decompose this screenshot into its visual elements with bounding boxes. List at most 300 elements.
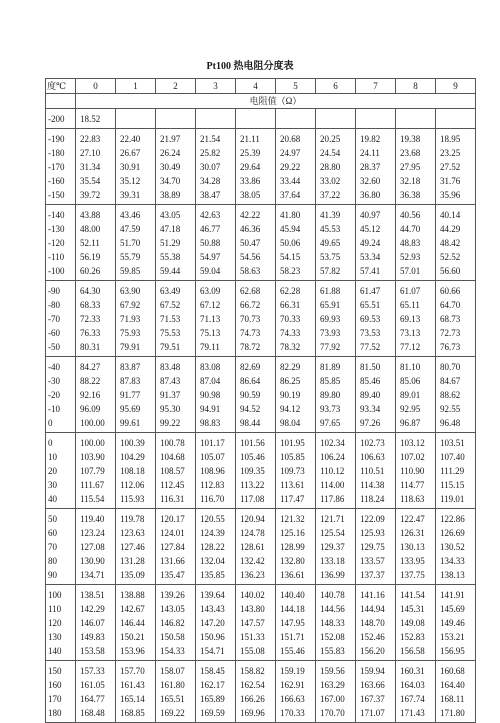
column-header: 7 — [356, 79, 396, 94]
resistance-cell: 115.93 — [116, 492, 156, 509]
degree-cell: -180 — [46, 146, 76, 160]
resistance-cell: 35.96 — [436, 188, 476, 205]
resistance-cell: 170.70 — [316, 706, 356, 723]
resistance-cell: 154.33 — [156, 644, 196, 661]
resistance-cell: 156.58 — [396, 644, 436, 661]
resistance-cell: 117.08 — [236, 492, 276, 509]
resistance-cell: 102.34 — [316, 433, 356, 451]
resistance-cell: 138.88 — [116, 585, 156, 603]
resistance-cell: 78.32 — [276, 340, 316, 357]
resistance-cell: 32.18 — [396, 174, 436, 188]
resistance-cell: 129.75 — [356, 540, 396, 554]
table-row — [46, 706, 476, 723]
resistance-cell: 106.63 — [356, 450, 396, 464]
resistance-cell: 40.97 — [356, 205, 396, 223]
degree-cell: 180 — [46, 706, 76, 723]
resistance-cell: 163.66 — [356, 678, 396, 692]
resistance-cell — [116, 109, 156, 129]
table-row — [46, 312, 476, 326]
resistance-cell: 71.53 — [156, 312, 196, 326]
resistance-cell: 161.80 — [156, 678, 196, 692]
resistance-cell: 73.53 — [356, 326, 396, 340]
resistance-cell: 44.70 — [396, 222, 436, 236]
table-row — [46, 464, 476, 478]
degree-cell: 100 — [46, 585, 76, 603]
table-row — [46, 222, 476, 236]
resistance-cell: 120.94 — [236, 509, 276, 527]
resistance-cell: 67.92 — [116, 298, 156, 312]
resistance-cell: 37.22 — [316, 188, 356, 205]
resistance-table — [45, 78, 476, 723]
degree-cell: 60 — [46, 526, 76, 540]
resistance-cell: 122.47 — [396, 509, 436, 527]
resistance-cell: 107.79 — [76, 464, 116, 478]
resistance-cell: 75.13 — [196, 326, 236, 340]
resistance-cell: 153.96 — [116, 644, 156, 661]
degree-cell: -130 — [46, 222, 76, 236]
resistance-cell: 159.94 — [356, 661, 396, 679]
resistance-cell: 69.13 — [396, 312, 436, 326]
resistance-cell: 116.70 — [196, 492, 236, 509]
resistance-cell: 97.26 — [356, 416, 396, 433]
resistance-cell: 95.69 — [116, 402, 156, 416]
resistance-cell: 54.97 — [196, 250, 236, 264]
resistance-cell: 38.05 — [236, 188, 276, 205]
resistance-cell: 127.84 — [156, 540, 196, 554]
resistance-cell: 39.72 — [76, 188, 116, 205]
degree-cell: 0 — [46, 416, 76, 433]
resistance-cell: 167.37 — [356, 692, 396, 706]
unit-label: 电阻值（Ω） — [76, 94, 476, 109]
resistance-cell: 149.83 — [76, 630, 116, 644]
resistance-cell: 65.11 — [396, 298, 436, 312]
resistance-cell: 106.24 — [316, 450, 356, 464]
resistance-cell: 119.78 — [116, 509, 156, 527]
degree-cell: -80 — [46, 298, 76, 312]
resistance-cell: 56.60 — [436, 264, 476, 281]
degree-cell: -60 — [46, 326, 76, 340]
table-row — [46, 374, 476, 388]
resistance-cell: 80.31 — [76, 340, 116, 357]
resistance-cell: 52.52 — [436, 250, 476, 264]
resistance-cell: 62.28 — [276, 281, 316, 299]
column-header: 4 — [236, 79, 276, 94]
resistance-cell: 143.05 — [156, 602, 196, 616]
resistance-cell: 51.29 — [156, 236, 196, 250]
resistance-cell: 48.42 — [436, 236, 476, 250]
resistance-cell: 83.87 — [116, 357, 156, 375]
table-row — [46, 160, 476, 174]
resistance-cell: 47.59 — [116, 222, 156, 236]
resistance-cell: 48.83 — [396, 236, 436, 250]
resistance-cell: 112.45 — [156, 478, 196, 492]
resistance-cell: 42.22 — [236, 205, 276, 223]
resistance-cell: 58.23 — [276, 264, 316, 281]
resistance-cell: 107.40 — [436, 450, 476, 464]
resistance-cell: 144.56 — [316, 602, 356, 616]
resistance-cell: 96.87 — [396, 416, 436, 433]
resistance-cell: 138.51 — [76, 585, 116, 603]
resistance-cell: 142.67 — [116, 602, 156, 616]
table-row — [46, 402, 476, 416]
resistance-cell: 144.18 — [276, 602, 316, 616]
degree-cell: -120 — [46, 236, 76, 250]
resistance-cell: 27.95 — [396, 160, 436, 174]
resistance-cell: 63.09 — [196, 281, 236, 299]
resistance-cell: 161.43 — [116, 678, 156, 692]
resistance-cell: 123.24 — [76, 526, 116, 540]
row-group — [46, 281, 476, 357]
resistance-cell: 149.46 — [436, 616, 476, 630]
resistance-cell: 151.33 — [236, 630, 276, 644]
resistance-cell — [316, 109, 356, 129]
resistance-cell: 164.40 — [436, 678, 476, 692]
row-group — [46, 109, 476, 129]
resistance-cell: 108.18 — [116, 464, 156, 478]
resistance-cell: 127.08 — [76, 540, 116, 554]
resistance-cell: 101.95 — [276, 433, 316, 451]
resistance-cell: 22.40 — [116, 129, 156, 147]
resistance-cell: 26.67 — [116, 146, 156, 160]
resistance-cell: 19.82 — [356, 129, 396, 147]
resistance-cell: 140.78 — [316, 585, 356, 603]
resistance-cell: 108.57 — [156, 464, 196, 478]
table-row — [46, 129, 476, 147]
resistance-cell: 99.61 — [116, 416, 156, 433]
resistance-cell: 20.68 — [276, 129, 316, 147]
table-row — [46, 146, 476, 160]
table-row — [46, 554, 476, 568]
resistance-cell: 27.10 — [76, 146, 116, 160]
resistance-cell: 93.73 — [316, 402, 356, 416]
resistance-cell: 91.37 — [156, 388, 196, 402]
resistance-cell: 117.86 — [316, 492, 356, 509]
resistance-cell: 30.91 — [116, 160, 156, 174]
resistance-cell: 45.94 — [276, 222, 316, 236]
resistance-cell: 59.04 — [196, 264, 236, 281]
resistance-cell: 135.85 — [196, 568, 236, 585]
resistance-cell: 147.95 — [276, 616, 316, 630]
resistance-cell: 79.51 — [156, 340, 196, 357]
table-row — [46, 509, 476, 527]
resistance-cell: 158.07 — [156, 661, 196, 679]
resistance-cell: 168.11 — [436, 692, 476, 706]
resistance-cell: 73.13 — [396, 326, 436, 340]
row-group — [46, 585, 476, 661]
resistance-cell: 62.68 — [236, 281, 276, 299]
table-row — [46, 630, 476, 644]
resistance-cell: 144.94 — [356, 602, 396, 616]
resistance-cell: 140.02 — [236, 585, 276, 603]
resistance-cell: 116.31 — [156, 492, 196, 509]
resistance-cell: 82.29 — [276, 357, 316, 375]
resistance-cell: 38.89 — [156, 188, 196, 205]
resistance-cell: 34.70 — [156, 174, 196, 188]
resistance-cell: 126.31 — [396, 526, 436, 540]
column-header: 5 — [276, 79, 316, 94]
row-group — [46, 205, 476, 281]
resistance-cell: 169.22 — [156, 706, 196, 723]
resistance-cell: 156.95 — [436, 644, 476, 661]
row-group — [46, 129, 476, 205]
resistance-cell: 43.88 — [76, 205, 116, 223]
table-row — [46, 678, 476, 692]
column-header: 3 — [196, 79, 236, 94]
resistance-cell: 124.39 — [196, 526, 236, 540]
resistance-cell: 101.56 — [236, 433, 276, 451]
table-row — [46, 388, 476, 402]
resistance-cell: 139.26 — [156, 585, 196, 603]
resistance-cell: 100.00 — [76, 433, 116, 451]
resistance-cell: 130.52 — [436, 540, 476, 554]
resistance-cell: 171.43 — [396, 706, 436, 723]
resistance-cell: 163.29 — [316, 678, 356, 692]
resistance-cell: 28.80 — [316, 160, 356, 174]
resistance-cell: 119.01 — [436, 492, 476, 509]
resistance-cell: 134.71 — [76, 568, 116, 585]
resistance-cell: 140.40 — [276, 585, 316, 603]
resistance-cell: 118.24 — [356, 492, 396, 509]
resistance-cell: 162.54 — [236, 678, 276, 692]
resistance-cell: 64.30 — [76, 281, 116, 299]
resistance-cell: 69.53 — [356, 312, 396, 326]
resistance-cell: 67.12 — [196, 298, 236, 312]
resistance-cell: 136.99 — [316, 568, 356, 585]
resistance-cell: 47.18 — [156, 222, 196, 236]
resistance-cell: 77.52 — [356, 340, 396, 357]
resistance-cell: 19.38 — [396, 129, 436, 147]
resistance-cell: 133.57 — [356, 554, 396, 568]
resistance-cell: 87.43 — [156, 374, 196, 388]
resistance-cell: 80.70 — [436, 357, 476, 375]
resistance-cell: 104.29 — [116, 450, 156, 464]
table-row — [46, 692, 476, 706]
resistance-cell: 152.08 — [316, 630, 356, 644]
resistance-cell: 28.37 — [356, 160, 396, 174]
resistance-cell: 160.68 — [436, 661, 476, 679]
resistance-cell: 53.75 — [316, 250, 356, 264]
resistance-cell: 65.91 — [316, 298, 356, 312]
resistance-cell: 110.51 — [356, 464, 396, 478]
resistance-cell: 68.73 — [436, 312, 476, 326]
degree-cell: -70 — [46, 312, 76, 326]
resistance-cell: 82.69 — [236, 357, 276, 375]
resistance-cell: 50.88 — [196, 236, 236, 250]
resistance-cell: 168.48 — [76, 706, 116, 723]
resistance-cell: 111.67 — [76, 478, 116, 492]
resistance-cell: 137.75 — [396, 568, 436, 585]
resistance-cell: 135.09 — [116, 568, 156, 585]
resistance-cell: 22.83 — [76, 129, 116, 147]
degree-cell: -40 — [46, 357, 76, 375]
resistance-cell: 52.11 — [76, 236, 116, 250]
resistance-cell: 63.49 — [156, 281, 196, 299]
resistance-cell: 113.22 — [236, 478, 276, 492]
resistance-cell: 98.44 — [236, 416, 276, 433]
resistance-cell: 65.51 — [356, 298, 396, 312]
resistance-cell: 72.33 — [76, 312, 116, 326]
resistance-cell: 94.12 — [276, 402, 316, 416]
resistance-cell: 112.06 — [116, 478, 156, 492]
resistance-cell: 41.80 — [276, 205, 316, 223]
resistance-cell: 125.16 — [276, 526, 316, 540]
resistance-cell: 60.26 — [76, 264, 116, 281]
resistance-cell: 33.44 — [276, 174, 316, 188]
resistance-cell: 137.37 — [356, 568, 396, 585]
resistance-cell: 84.67 — [436, 374, 476, 388]
column-header: 2 — [156, 79, 196, 94]
degree-cell: 170 — [46, 692, 76, 706]
resistance-cell: 33.86 — [236, 174, 276, 188]
resistance-cell: 128.99 — [276, 540, 316, 554]
resistance-cell: 61.88 — [316, 281, 356, 299]
resistance-cell — [436, 109, 476, 129]
degree-cell: 120 — [46, 616, 76, 630]
resistance-cell: 155.83 — [316, 644, 356, 661]
resistance-cell — [396, 109, 436, 129]
table-row — [46, 174, 476, 188]
resistance-cell: 81.89 — [316, 357, 356, 375]
resistance-cell: 97.65 — [316, 416, 356, 433]
degree-cell: -140 — [46, 205, 76, 223]
resistance-cell: 152.83 — [396, 630, 436, 644]
resistance-cell: 124.01 — [156, 526, 196, 540]
resistance-cell: 69.93 — [316, 312, 356, 326]
degree-cell: -90 — [46, 281, 76, 299]
resistance-cell: 161.05 — [76, 678, 116, 692]
table-row — [46, 340, 476, 357]
resistance-cell: 109.73 — [276, 464, 316, 478]
resistance-cell — [276, 109, 316, 129]
resistance-cell: 107.02 — [396, 450, 436, 464]
resistance-cell: 168.85 — [116, 706, 156, 723]
resistance-cell: 90.19 — [276, 388, 316, 402]
resistance-cell: 146.82 — [156, 616, 196, 630]
resistance-cell: 24.11 — [356, 146, 396, 160]
resistance-cell: 150.21 — [116, 630, 156, 644]
resistance-cell: 89.01 — [396, 388, 436, 402]
resistance-cell: 127.46 — [116, 540, 156, 554]
degree-cell: 130 — [46, 630, 76, 644]
resistance-cell: 132.04 — [196, 554, 236, 568]
resistance-cell: 77.92 — [316, 340, 356, 357]
table-row — [46, 357, 476, 375]
resistance-cell: 73.93 — [316, 326, 356, 340]
resistance-cell: 46.36 — [236, 222, 276, 236]
resistance-cell: 41.39 — [316, 205, 356, 223]
resistance-cell: 76.33 — [76, 326, 116, 340]
resistance-cell: 139.64 — [196, 585, 236, 603]
resistance-cell: 92.95 — [396, 402, 436, 416]
degree-cell: 40 — [46, 492, 76, 509]
degree-cell: -100 — [46, 264, 76, 281]
resistance-cell: 162.17 — [196, 678, 236, 692]
resistance-cell: 71.93 — [116, 312, 156, 326]
table-row — [46, 109, 476, 129]
degree-cell: 80 — [46, 554, 76, 568]
resistance-cell: 32.60 — [356, 174, 396, 188]
resistance-cell: 40.14 — [436, 205, 476, 223]
table-row — [46, 188, 476, 205]
resistance-cell: 63.90 — [116, 281, 156, 299]
resistance-cell: 120.55 — [196, 509, 236, 527]
corner-cell: 度℃ — [46, 79, 76, 94]
row-group — [46, 357, 476, 433]
resistance-cell: 75.93 — [116, 326, 156, 340]
resistance-cell: 141.91 — [436, 585, 476, 603]
resistance-cell: 122.86 — [436, 509, 476, 527]
degree-cell: -30 — [46, 374, 76, 388]
resistance-cell: 170.33 — [276, 706, 316, 723]
resistance-cell: 86.64 — [236, 374, 276, 388]
resistance-cell — [236, 109, 276, 129]
resistance-cell: 105.46 — [236, 450, 276, 464]
resistance-cell: 159.56 — [316, 661, 356, 679]
resistance-cell: 131.66 — [156, 554, 196, 568]
resistance-cell: 61.07 — [396, 281, 436, 299]
resistance-cell: 58.63 — [236, 264, 276, 281]
resistance-cell: 24.97 — [276, 146, 316, 160]
resistance-cell: 49.65 — [316, 236, 356, 250]
resistance-cell: 111.29 — [436, 464, 476, 478]
degree-cell: -20 — [46, 388, 76, 402]
resistance-cell: 42.63 — [196, 205, 236, 223]
resistance-cell: 45.12 — [356, 222, 396, 236]
resistance-cell: 90.59 — [236, 388, 276, 402]
resistance-cell: 31.34 — [76, 160, 116, 174]
resistance-cell: 129.37 — [316, 540, 356, 554]
resistance-cell: 91.77 — [116, 388, 156, 402]
resistance-cell: 59.44 — [156, 264, 196, 281]
resistance-cell: 157.70 — [116, 661, 156, 679]
resistance-cell: 165.89 — [196, 692, 236, 706]
resistance-cell: 50.06 — [276, 236, 316, 250]
resistance-cell: 57.01 — [396, 264, 436, 281]
resistance-cell: 146.07 — [76, 616, 116, 630]
resistance-cell: 110.90 — [396, 464, 436, 478]
resistance-cell: 77.12 — [396, 340, 436, 357]
resistance-cell: 169.59 — [196, 706, 236, 723]
table-row — [46, 540, 476, 554]
resistance-cell — [196, 109, 236, 129]
resistance-cell: 40.56 — [396, 205, 436, 223]
resistance-cell: 35.12 — [116, 174, 156, 188]
resistance-cell: 121.32 — [276, 509, 316, 527]
resistance-cell: 130.13 — [396, 540, 436, 554]
resistance-cell: 89.40 — [356, 388, 396, 402]
resistance-cell: 52.93 — [396, 250, 436, 264]
resistance-cell: 20.25 — [316, 129, 356, 147]
resistance-cell: 78.72 — [236, 340, 276, 357]
resistance-cell: 171.80 — [436, 706, 476, 723]
resistance-cell: 83.08 — [196, 357, 236, 375]
resistance-cell: 23.25 — [436, 146, 476, 160]
table-row — [46, 326, 476, 340]
table-row — [46, 585, 476, 603]
table-row — [46, 661, 476, 679]
table-row — [46, 298, 476, 312]
resistance-cell: 158.82 — [236, 661, 276, 679]
unit-row — [46, 94, 476, 109]
resistance-cell: 85.85 — [316, 374, 356, 388]
resistance-cell: 53.34 — [356, 250, 396, 264]
resistance-cell: 166.26 — [236, 692, 276, 706]
table-row — [46, 616, 476, 630]
resistance-cell: 21.11 — [236, 129, 276, 147]
resistance-cell: 158.45 — [196, 661, 236, 679]
resistance-cell: 120.17 — [156, 509, 196, 527]
resistance-cell: 143.43 — [196, 602, 236, 616]
